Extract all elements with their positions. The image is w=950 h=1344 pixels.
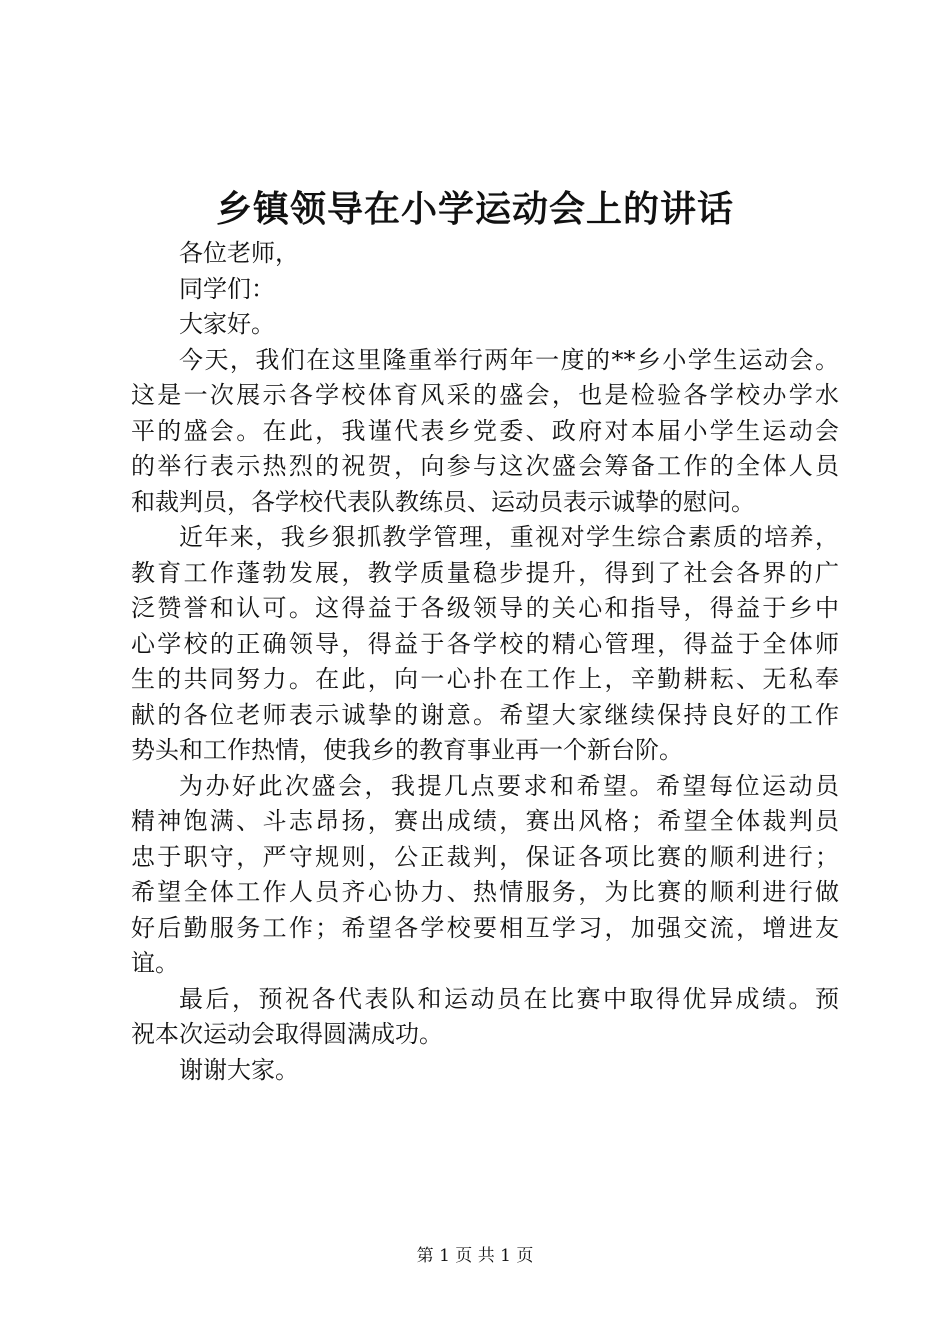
body-line: 势头和工作热情，使我乡的教育事业再一个新台阶。 xyxy=(131,736,683,764)
body-line: 忠于职守，严守规则，公正裁判，保证各项比赛的顺利进行； xyxy=(131,842,839,871)
body-line: 平的盛会。在此，我谨代表乡党委、政府对本届小学生运动会 xyxy=(131,416,839,445)
body-line: 谊。 xyxy=(131,949,179,977)
body-line: 好后勤服务工作；希望各学校要相互学习，加强交流，增进友 xyxy=(131,913,839,942)
body-line: 祝本次运动会取得圆满成功。 xyxy=(131,1020,443,1048)
body-line: 大家好。 xyxy=(179,310,275,338)
document-title: 乡镇领导在小学运动会上的讲话 xyxy=(215,189,734,230)
body-line: 最后，预祝各代表队和运动员在比赛中取得优异成绩。预 xyxy=(179,984,839,1013)
body-line: 为办好此次盛会，我提几点要求和希望。希望每位运动员 xyxy=(179,771,839,800)
body-line: 教育工作蓬勃发展，教学质量稳步提升，得到了社会各界的广 xyxy=(131,558,839,587)
body-line: 的举行表示热烈的祝贺，向参与这次盛会筹备工作的全体人员 xyxy=(131,452,839,480)
body-line: 谢谢大家。 xyxy=(179,1055,299,1084)
body-line: 和裁判员，各学校代表队教练员、运动员表示诚挚的慰问。 xyxy=(131,487,755,516)
body-line: 生的共同努力。在此，向一心扑在工作上，辛勤耕耘、无私奉 xyxy=(131,665,839,693)
body-line: 精神饱满、斗志昂扬，赛出成绩，赛出风格；希望全体裁判员 xyxy=(131,807,839,835)
body-line: 同学们： xyxy=(179,274,275,303)
body-line: 今天，我们在这里隆重举行两年一度的**乡小学生运动会。 xyxy=(179,345,839,374)
body-line: 心学校的正确领导，得益于各学校的精心管理，得益于全体师 xyxy=(131,629,839,658)
body-line: 各位老师， xyxy=(179,239,299,267)
body-line: 泛赞誉和认可。这得益于各级领导的关心和指导，得益于乡中 xyxy=(131,594,839,622)
document-body xyxy=(131,236,839,1088)
page-number-footer: 第 1 页 共 1 页 xyxy=(416,1246,534,1266)
body-line: 献的各位老师表示诚挚的谢意。希望大家继续保持良好的工作 xyxy=(131,700,839,729)
body-line: 这是一次展示各学校体育风采的盛会，也是检验各学校办学水 xyxy=(131,381,839,409)
body-line: 近年来，我乡狠抓教学管理，重视对学生综合素质的培养， xyxy=(179,523,839,551)
body-line: 希望全体工作人员齐心协力、热情服务，为比赛的顺利进行做 xyxy=(131,878,839,906)
